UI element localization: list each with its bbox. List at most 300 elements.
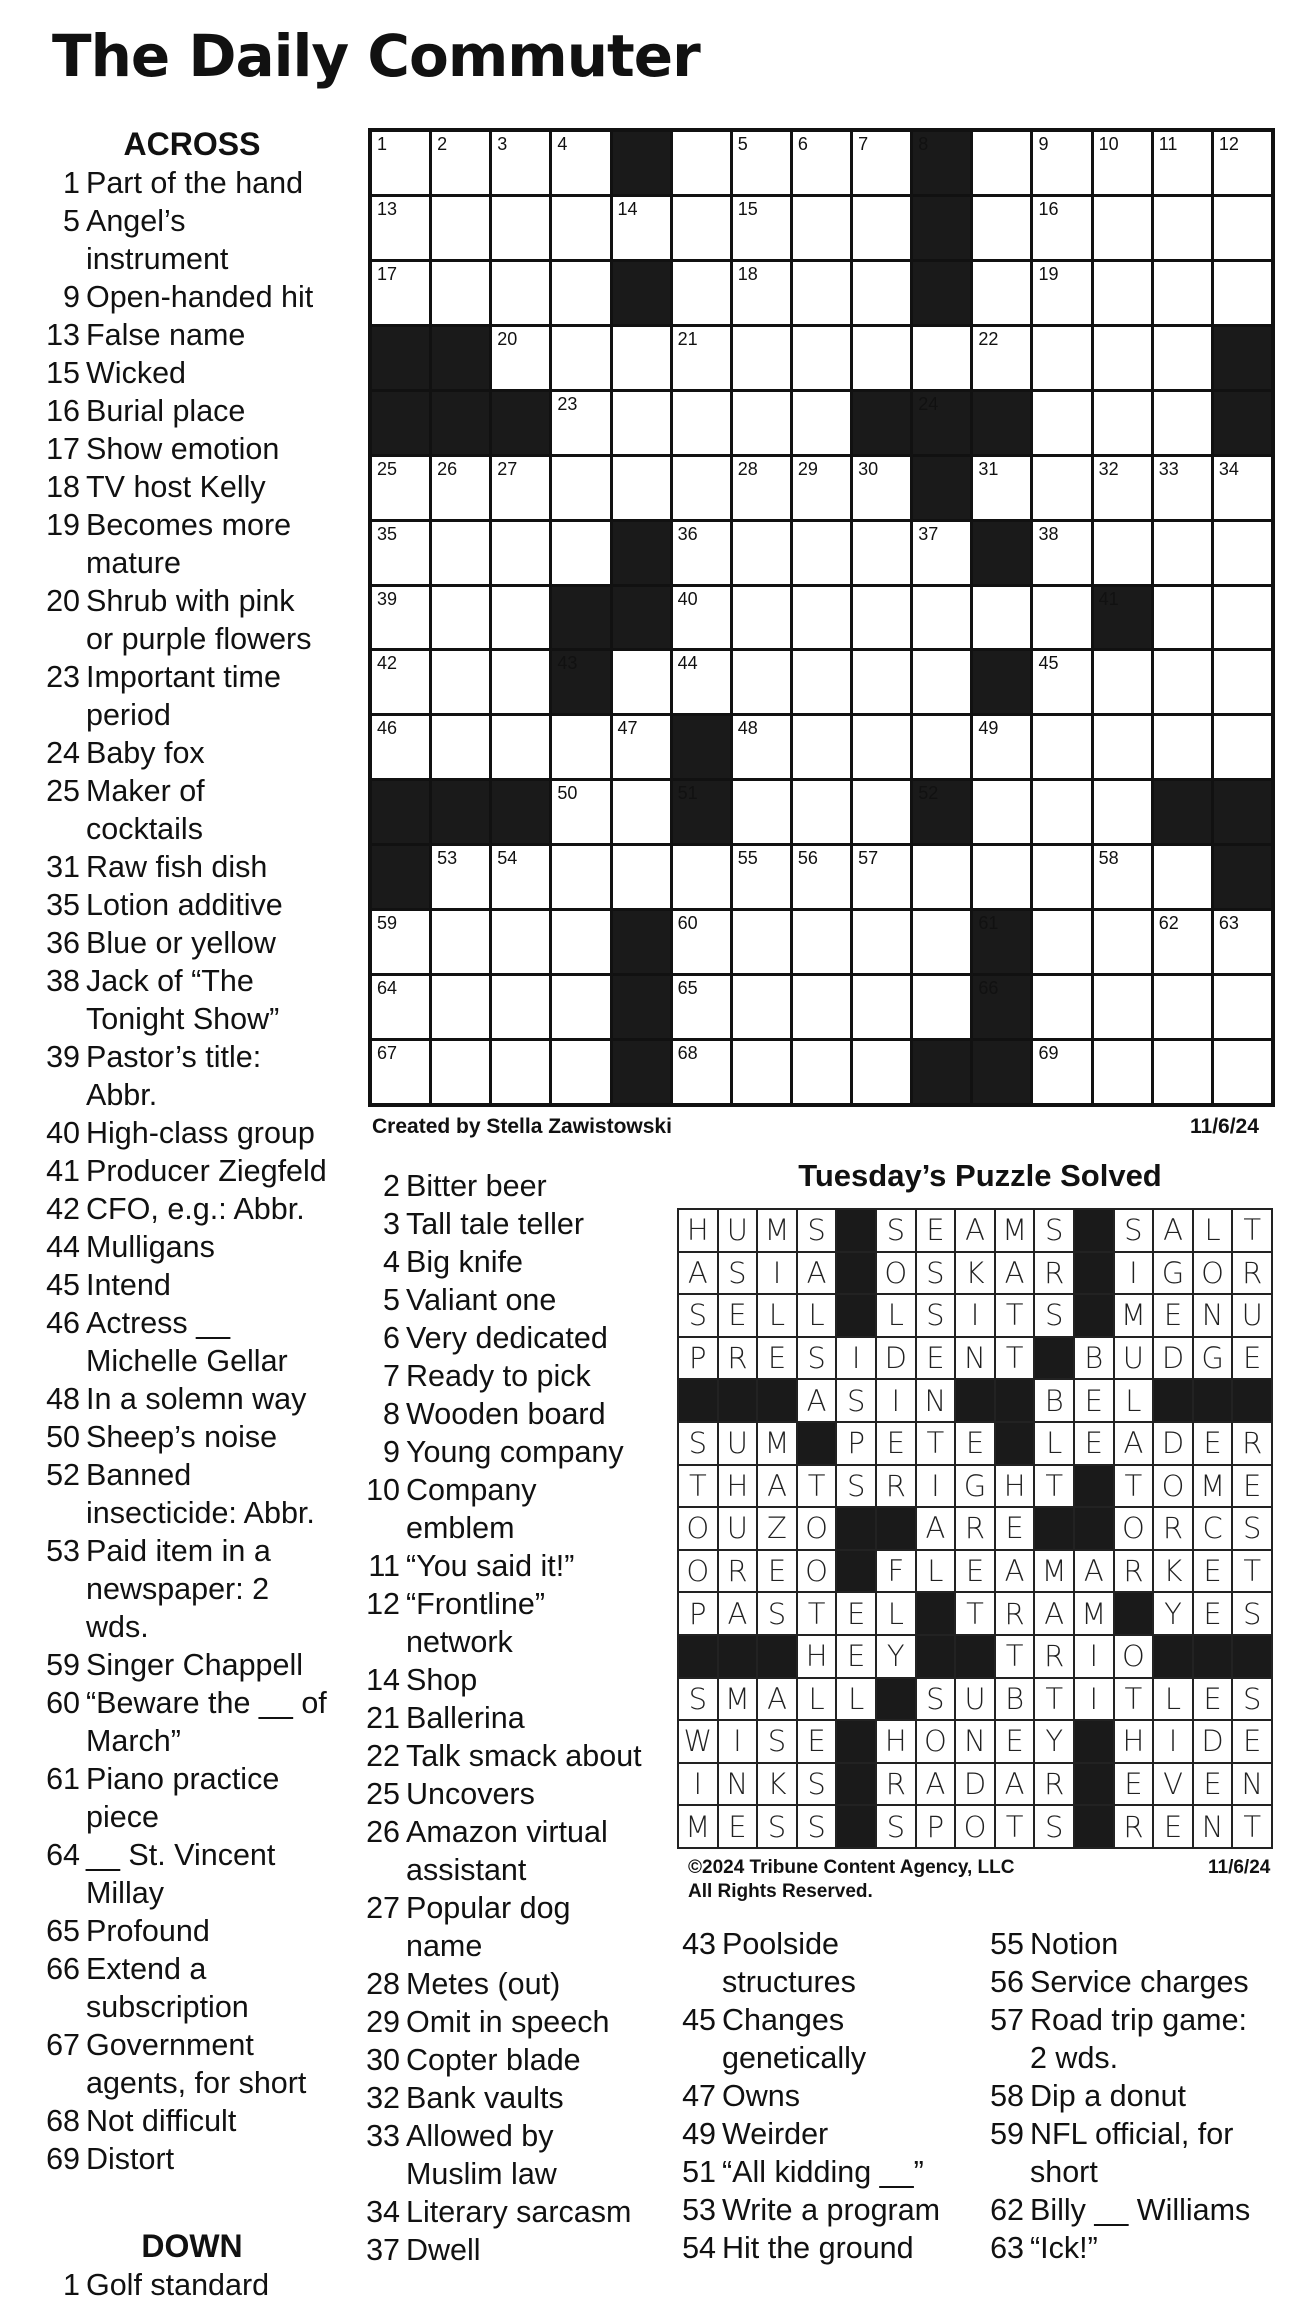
clue-number: 25 — [46, 774, 80, 808]
grid-cell[interactable] — [853, 522, 910, 584]
grid-cell[interactable] — [1094, 392, 1151, 454]
grid-cell[interactable] — [913, 327, 970, 389]
solution-block — [956, 1380, 994, 1421]
grid-cell[interactable] — [853, 457, 910, 519]
grid-cell[interactable] — [492, 262, 549, 324]
grid-cell[interactable] — [1033, 457, 1090, 519]
clue-across-65 — [42, 1912, 342, 1950]
grid-cell[interactable] — [673, 846, 730, 908]
clue-across-60 — [42, 1684, 342, 1760]
solution-letter: E — [798, 1721, 836, 1762]
grid-cell[interactable] — [793, 392, 850, 454]
grid-cell[interactable] — [552, 327, 609, 389]
grid-cell[interactable] — [1033, 522, 1090, 584]
grid-cell[interactable] — [733, 1041, 790, 1103]
grid-cell[interactable] — [552, 392, 609, 454]
grid-cell[interactable] — [793, 132, 850, 194]
grid-cell[interactable] — [1214, 911, 1271, 973]
grid-cell[interactable] — [733, 587, 790, 649]
grid-cell[interactable] — [552, 846, 609, 908]
grid-cell[interactable] — [1033, 976, 1090, 1038]
cell-number: 51 — [677, 783, 698, 804]
grid-cell[interactable] — [853, 651, 910, 713]
clue-number: 17 — [46, 432, 80, 466]
grid-cell[interactable] — [1214, 587, 1271, 649]
grid-cell[interactable] — [1033, 327, 1090, 389]
grid-cell[interactable] — [793, 716, 850, 778]
grid-block — [913, 392, 970, 454]
grid-cell[interactable] — [1154, 846, 1211, 908]
clue-text: Singer Chappell — [86, 1648, 304, 1682]
clue-text: Write a program — [722, 2193, 941, 2227]
grid-cell[interactable] — [372, 651, 429, 713]
grid-cell[interactable] — [853, 197, 910, 259]
clue-number: 56 — [990, 1965, 1024, 1999]
clue-text: Actress __ — [86, 1306, 231, 1340]
clue-down-47 — [678, 2077, 978, 2115]
grid-cell[interactable] — [793, 587, 850, 649]
grid-cell[interactable] — [1154, 132, 1211, 194]
grid-cell[interactable] — [1033, 716, 1090, 778]
grid-cell[interactable] — [1033, 587, 1090, 649]
grid-cell[interactable] — [432, 132, 489, 194]
grid-cell[interactable] — [733, 911, 790, 973]
clue-text: Abbr. — [86, 1078, 158, 1112]
grid-cell[interactable] — [552, 976, 609, 1038]
grid-cell[interactable] — [793, 1041, 850, 1103]
constructor-credit: Created by Stella Zawistowski — [372, 1115, 672, 1138]
grid-cell[interactable] — [1094, 1041, 1151, 1103]
clue-across-18 — [42, 468, 342, 506]
grid-cell[interactable] — [853, 976, 910, 1038]
grid-cell[interactable] — [432, 911, 489, 973]
clue-number: 55 — [990, 1927, 1024, 1961]
clue-text: or purple flowers — [86, 622, 312, 656]
grid-cell[interactable] — [492, 457, 549, 519]
grid-cell[interactable] — [432, 846, 489, 908]
clue-down-51 — [678, 2153, 978, 2191]
grid-cell[interactable] — [1033, 262, 1090, 324]
grid-cell[interactable] — [492, 911, 549, 973]
grid-cell[interactable] — [853, 846, 910, 908]
solution-block — [837, 1210, 875, 1251]
grid-cell[interactable] — [372, 976, 429, 1038]
grid-cell[interactable] — [733, 327, 790, 389]
grid-cell[interactable] — [1033, 132, 1090, 194]
solution-letter: S — [679, 1679, 717, 1720]
grid-cell[interactable] — [1094, 327, 1151, 389]
grid-cell[interactable] — [372, 457, 429, 519]
cell-number: 33 — [1158, 458, 1179, 479]
grid-cell[interactable] — [613, 327, 670, 389]
grid-cell[interactable] — [913, 522, 970, 584]
grid-block — [1214, 392, 1271, 454]
grid-cell[interactable] — [1214, 651, 1271, 713]
clue-text: Tonight Show” — [86, 1002, 280, 1036]
grid-cell[interactable] — [552, 911, 609, 973]
cell-number: 25 — [377, 458, 398, 479]
grid-cell[interactable] — [793, 457, 850, 519]
grid-cell[interactable] — [913, 587, 970, 649]
clue-across-61 — [42, 1760, 342, 1836]
grid-cell[interactable] — [913, 846, 970, 908]
solution-block — [1035, 1338, 1073, 1379]
grid-cell[interactable] — [793, 781, 850, 843]
clue-down-53 — [678, 2191, 978, 2229]
grid-cell[interactable] — [673, 457, 730, 519]
grid-cell[interactable] — [432, 587, 489, 649]
clue-text: “You said it!” — [406, 1549, 575, 1583]
solution-letter: W — [679, 1721, 717, 1762]
grid-cell[interactable] — [793, 262, 850, 324]
grid-cell[interactable] — [613, 846, 670, 908]
grid-cell[interactable] — [1094, 716, 1151, 778]
grid-cell[interactable] — [853, 132, 910, 194]
cell-number: 56 — [797, 848, 818, 869]
solution-letter: C — [1194, 1508, 1232, 1549]
clue-across-25 — [42, 772, 342, 848]
grid-cell[interactable] — [372, 1041, 429, 1103]
solution-letter: O — [798, 1508, 836, 1549]
grid-cell[interactable] — [673, 1041, 730, 1103]
grid-cell[interactable] — [613, 781, 670, 843]
clue-down-1 — [42, 2266, 342, 2304]
grid-cell[interactable] — [552, 1041, 609, 1103]
solution-letter: G — [1194, 1338, 1232, 1379]
clue-text: Talk smack about — [406, 1739, 642, 1773]
grid-cell[interactable] — [1214, 262, 1271, 324]
clue-text: High-class group — [86, 1116, 315, 1150]
solution-letter: D — [877, 1338, 915, 1379]
grid-block — [913, 262, 970, 324]
clue-across-9 — [42, 278, 342, 316]
grid-cell[interactable] — [793, 651, 850, 713]
grid-cell[interactable] — [432, 716, 489, 778]
clue-number: 3 — [383, 1207, 400, 1241]
grid-cell[interactable] — [1154, 1041, 1211, 1103]
grid-cell[interactable] — [432, 262, 489, 324]
grid-cell[interactable] — [432, 1041, 489, 1103]
solution-letter: E — [1194, 1764, 1232, 1805]
grid-cell[interactable] — [1214, 522, 1271, 584]
solution-letter: H — [719, 1466, 757, 1507]
grid-cell[interactable] — [1094, 262, 1151, 324]
grid-cell[interactable] — [372, 132, 429, 194]
clue-text: Burial place — [86, 394, 246, 428]
grid-cell[interactable] — [793, 846, 850, 908]
grid-cell[interactable] — [1033, 392, 1090, 454]
solution-letter: L — [917, 1551, 955, 1592]
grid-cell[interactable] — [733, 392, 790, 454]
clue-down-57 — [986, 2001, 1286, 2077]
grid-cell[interactable] — [733, 716, 790, 778]
grid-cell[interactable] — [492, 587, 549, 649]
clue-text: Literary sarcasm — [406, 2195, 632, 2229]
grid-cell[interactable] — [853, 587, 910, 649]
clue-number: 54 — [682, 2231, 716, 2265]
clue-number: 46 — [46, 1306, 80, 1340]
grid-cell[interactable] — [733, 522, 790, 584]
grid-cell[interactable] — [1154, 262, 1211, 324]
solution-letter: E — [956, 1551, 994, 1592]
grid-block — [1214, 327, 1271, 389]
grid-cell[interactable] — [913, 716, 970, 778]
grid-cell[interactable] — [552, 457, 609, 519]
grid-cell[interactable] — [552, 197, 609, 259]
grid-cell[interactable] — [673, 392, 730, 454]
grid-block — [492, 392, 549, 454]
clue-across-41 — [42, 1152, 342, 1190]
grid-cell[interactable] — [1214, 132, 1271, 194]
cell-number: 52 — [918, 783, 939, 804]
grid-cell[interactable] — [432, 976, 489, 1038]
grid-cell[interactable] — [492, 327, 549, 389]
solution-letter: N — [917, 1380, 955, 1421]
grid-cell[interactable] — [1094, 781, 1151, 843]
solution-letter: U — [719, 1210, 757, 1251]
grid-cell[interactable] — [913, 651, 970, 713]
clue-number: 68 — [46, 2104, 80, 2138]
grid-cell[interactable] — [1154, 976, 1211, 1038]
solution-letter: E — [956, 1423, 994, 1464]
grid-cell[interactable] — [1033, 1041, 1090, 1103]
clue-text: Young company — [406, 1435, 624, 1469]
solution-letter: G — [1154, 1253, 1192, 1294]
grid-cell[interactable] — [613, 651, 670, 713]
crossword-grid[interactable] — [368, 128, 1275, 1107]
solution-letter: T — [996, 1806, 1034, 1847]
clue-number: 11 — [368, 1549, 400, 1583]
grid-cell[interactable] — [1154, 392, 1211, 454]
grid-cell[interactable] — [492, 132, 549, 194]
cell-number: 55 — [737, 848, 758, 869]
grid-cell[interactable] — [432, 651, 489, 713]
grid-cell[interactable] — [733, 651, 790, 713]
grid-cell[interactable] — [853, 716, 910, 778]
solution-letter: E — [1075, 1380, 1113, 1421]
solution-letter: H — [679, 1210, 717, 1251]
grid-cell[interactable] — [492, 976, 549, 1038]
grid-cell[interactable] — [793, 522, 850, 584]
grid-cell[interactable] — [973, 587, 1030, 649]
grid-cell[interactable] — [372, 587, 429, 649]
grid-cell[interactable] — [432, 457, 489, 519]
cell-number: 36 — [677, 523, 698, 544]
grid-cell[interactable] — [793, 911, 850, 973]
grid-cell[interactable] — [372, 716, 429, 778]
cell-number: 45 — [1038, 653, 1059, 674]
solution-letter: R — [719, 1551, 757, 1592]
grid-cell[interactable] — [1154, 651, 1211, 713]
grid-cell[interactable] — [733, 846, 790, 908]
grid-cell[interactable] — [372, 911, 429, 973]
grid-cell[interactable] — [853, 262, 910, 324]
grid-cell[interactable] — [552, 262, 609, 324]
grid-cell[interactable] — [613, 716, 670, 778]
clue-across-23 — [42, 658, 342, 734]
grid-cell[interactable] — [1033, 197, 1090, 259]
grid-cell[interactable] — [973, 716, 1030, 778]
grid-cell[interactable] — [1154, 587, 1211, 649]
grid-cell[interactable] — [1154, 327, 1211, 389]
clue-down-11 — [362, 1547, 672, 1585]
grid-cell[interactable] — [733, 262, 790, 324]
grid-cell[interactable] — [1094, 132, 1151, 194]
grid-cell[interactable] — [1033, 911, 1090, 973]
grid-cell[interactable] — [1154, 911, 1211, 973]
grid-cell[interactable] — [733, 132, 790, 194]
cell-number: 26 — [437, 458, 458, 479]
grid-block — [432, 781, 489, 843]
grid-cell[interactable] — [492, 846, 549, 908]
grid-cell[interactable] — [1094, 197, 1151, 259]
grid-cell[interactable] — [673, 132, 730, 194]
grid-cell[interactable] — [673, 651, 730, 713]
clue-number: 45 — [46, 1268, 80, 1302]
grid-cell[interactable] — [853, 1041, 910, 1103]
grid-cell[interactable] — [1154, 522, 1211, 584]
grid-cell[interactable] — [432, 197, 489, 259]
grid-cell[interactable] — [1033, 781, 1090, 843]
solution-block — [1075, 1466, 1113, 1507]
cell-number: 16 — [1038, 198, 1059, 219]
grid-cell[interactable] — [673, 522, 730, 584]
clue-text: March” — [86, 1724, 181, 1758]
clue-number: 32 — [366, 2081, 400, 2115]
grid-cell[interactable] — [492, 197, 549, 259]
grid-cell[interactable] — [1214, 1041, 1271, 1103]
solution-block — [1154, 1636, 1192, 1677]
solution-letter: S — [837, 1380, 875, 1421]
grid-cell[interactable] — [1094, 846, 1151, 908]
grid-cell[interactable] — [973, 197, 1030, 259]
grid-cell[interactable] — [372, 522, 429, 584]
grid-cell[interactable] — [733, 457, 790, 519]
solution-letter: T — [996, 1636, 1034, 1677]
solution-letter: E — [758, 1551, 796, 1592]
grid-block — [552, 587, 609, 649]
solution-letter: L — [1154, 1679, 1192, 1720]
clue-down-14 — [362, 1661, 672, 1699]
clue-text: Omit in speech — [406, 2005, 610, 2039]
grid-cell[interactable] — [973, 132, 1030, 194]
grid-cell[interactable] — [913, 911, 970, 973]
grid-cell[interactable] — [492, 716, 549, 778]
clue-text: Baby fox — [86, 736, 205, 770]
grid-cell[interactable] — [613, 392, 670, 454]
clue-across-19 — [42, 506, 342, 582]
solution-letter: N — [719, 1764, 757, 1805]
clue-number: 4 — [383, 1245, 400, 1279]
cell-number: 5 — [737, 134, 748, 154]
grid-cell[interactable] — [973, 781, 1030, 843]
grid-cell[interactable] — [552, 132, 609, 194]
grid-cell[interactable] — [1214, 197, 1271, 259]
clue-number: 64 — [46, 1838, 80, 1872]
grid-cell[interactable] — [1214, 716, 1271, 778]
grid-cell[interactable] — [673, 911, 730, 973]
clue-text: Ready to pick — [406, 1359, 591, 1393]
grid-cell[interactable] — [1094, 911, 1151, 973]
grid-cell[interactable] — [793, 976, 850, 1038]
grid-cell[interactable] — [673, 197, 730, 259]
cell-number: 39 — [377, 588, 398, 609]
grid-cell[interactable] — [552, 522, 609, 584]
grid-cell[interactable] — [1154, 457, 1211, 519]
grid-cell[interactable] — [1154, 716, 1211, 778]
grid-cell[interactable] — [492, 522, 549, 584]
solution-letter: I — [1115, 1253, 1153, 1294]
grid-cell[interactable] — [552, 781, 609, 843]
clue-text: Part of the hand — [86, 166, 304, 200]
grid-cell[interactable] — [492, 1041, 549, 1103]
grid-cell[interactable] — [853, 781, 910, 843]
grid-cell[interactable] — [973, 327, 1030, 389]
grid-cell[interactable] — [973, 457, 1030, 519]
grid-cell[interactable] — [432, 522, 489, 584]
grid-cell[interactable] — [733, 781, 790, 843]
grid-cell[interactable] — [552, 716, 609, 778]
grid-cell[interactable] — [913, 976, 970, 1038]
grid-cell[interactable] — [673, 327, 730, 389]
grid-cell[interactable] — [853, 911, 910, 973]
solution-letter: L — [1115, 1380, 1153, 1421]
grid-cell[interactable] — [1094, 651, 1151, 713]
grid-cell[interactable] — [1033, 651, 1090, 713]
cell-number: 58 — [1098, 848, 1119, 869]
grid-cell[interactable] — [1094, 457, 1151, 519]
grid-block — [1214, 781, 1271, 843]
solution-letter: A — [798, 1380, 836, 1421]
solution-block — [837, 1764, 875, 1805]
grid-cell[interactable] — [492, 651, 549, 713]
grid-cell[interactable] — [733, 197, 790, 259]
clue-text: genetically — [722, 2041, 867, 2075]
cell-number: 60 — [677, 913, 698, 934]
clue-number: 34 — [366, 2195, 400, 2229]
grid-cell[interactable] — [613, 197, 670, 259]
solution-letter: T — [1233, 1210, 1271, 1251]
grid-cell[interactable] — [853, 327, 910, 389]
clue-number: 40 — [46, 1116, 80, 1150]
grid-cell[interactable] — [733, 976, 790, 1038]
grid-cell[interactable] — [673, 587, 730, 649]
solution-letter: O — [877, 1253, 915, 1294]
grid-cell[interactable] — [372, 262, 429, 324]
grid-cell[interactable] — [1214, 457, 1271, 519]
grid-cell[interactable] — [613, 457, 670, 519]
clue-text: Copter blade — [406, 2043, 581, 2077]
grid-cell[interactable] — [973, 262, 1030, 324]
grid-cell[interactable] — [793, 197, 850, 259]
grid-cell[interactable] — [673, 976, 730, 1038]
grid-cell[interactable] — [793, 327, 850, 389]
clue-text: Company — [406, 1473, 537, 1507]
grid-cell[interactable] — [1154, 197, 1211, 259]
solution-block — [1075, 1253, 1113, 1294]
grid-cell[interactable] — [1033, 846, 1090, 908]
grid-cell[interactable] — [973, 846, 1030, 908]
solution-letter: N — [1194, 1295, 1232, 1336]
grid-cell[interactable] — [673, 262, 730, 324]
grid-cell[interactable] — [1214, 976, 1271, 1038]
solution-letter: E — [1154, 1295, 1192, 1336]
clue-number: 63 — [990, 2231, 1024, 2265]
solution-letter: S — [1035, 1806, 1073, 1847]
grid-cell[interactable] — [372, 197, 429, 259]
grid-cell[interactable] — [1094, 522, 1151, 584]
grid-cell[interactable] — [1094, 976, 1151, 1038]
